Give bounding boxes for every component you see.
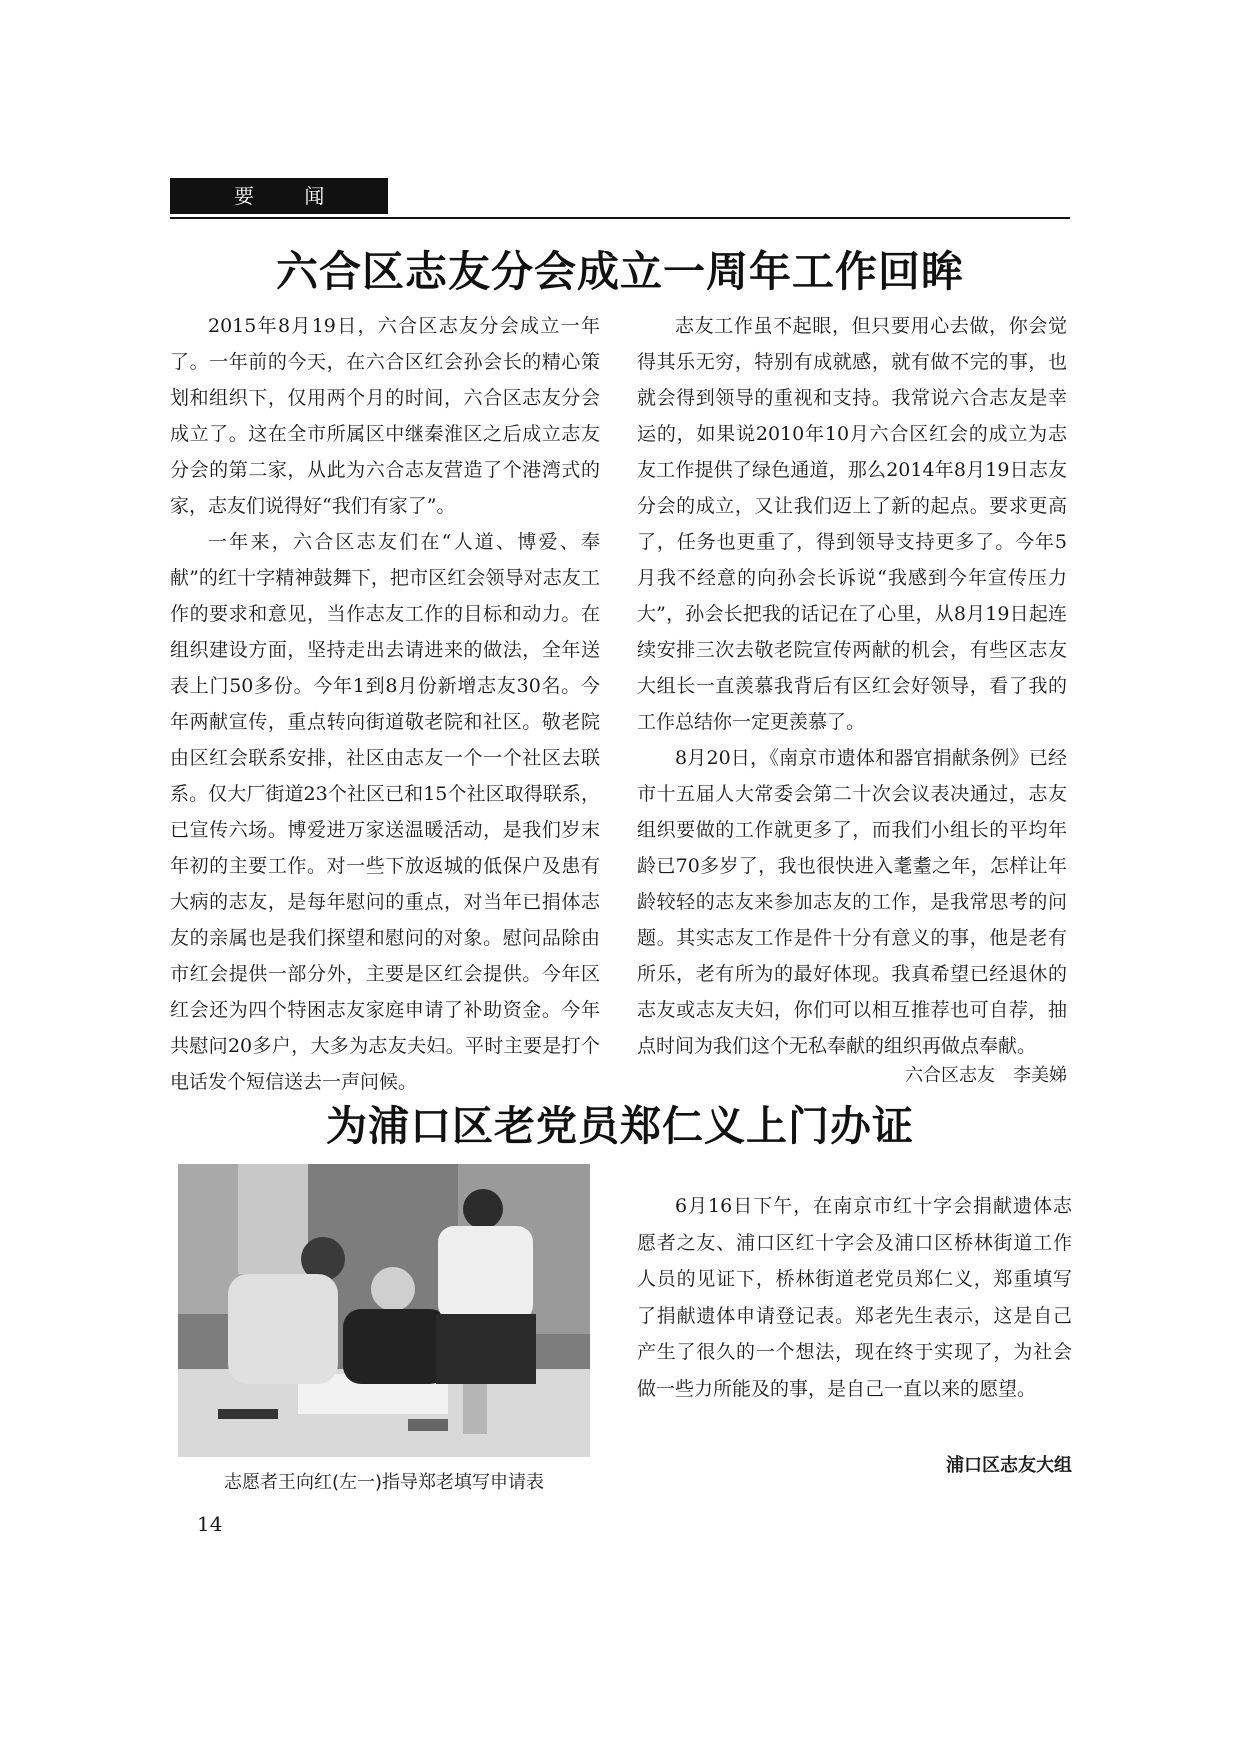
photo-caption: 志愿者王向红(左一)指导郑老填写申请表 xyxy=(223,1472,545,1493)
photo-illustration xyxy=(178,1164,590,1457)
article1-signature: 六合区志友 李美娣 xyxy=(905,1065,1067,1086)
article2-paragraph: 6月16日下午，在南京市红十字会捐献遗体志愿者之友、浦口区红十字会及浦口区桥林街道工作人员的见证下，桥林街道老党员郑仁义，郑重填写了捐献遗体申请登记表。郑老先生表示，这是自己产生了很久的一个想法，现在终于实现了，为社会做一些力所能及的事，是自己一直以来的愿望。 xyxy=(637,1195,1072,1400)
volunteer-photo xyxy=(178,1164,590,1457)
article1-paragraph: 2015年8月19日，六合区志友分会成立一年了。一年前的今天，在六合区红会孙会长的精心策划和组织下，仅用两个月的时间，六合区志友分会成立了。这在全市所属区中继秦淮区之后成立志友分会的第二家，从此为六合志友营造了个港湾式的家，志友们说得好“我们有家了”。 xyxy=(170,315,600,517)
article2-signature: 浦口区志友大组 xyxy=(946,1455,1072,1476)
section-label: 要 闻 xyxy=(170,178,388,214)
article1-column-2 xyxy=(637,308,1067,1064)
article1-paragraph: 志友工作虽不起眼，但只要用心去做，你会觉得其乐无穷，特别有成就感，就有做不完的事，也就会得到领导的重视和支持。我常说六合志友是幸运的，如果说2010年10月六合区红会的成立为志友工作提供了绿色通道，那么2014年8月19日志友分会的成立，又让我们迈上了新的起点。要求更高了，任务也更重了，得到领导支持更多了。今年5月我不经意的向孙会长诉说“我感到今年宣传压力大”，孙会长把我的话记在了心里，从8月19日起连续安排三次去敬老院宣传两献的机会，有些区志友大组长一直羡慕我背后有区红会好领导，看了我的工作总结你一定更羡慕了。 xyxy=(637,315,1067,733)
article1-paragraph: 一年来，六合区志友们在“人道、博爱、奉献”的红十字精神鼓舞下，把市区红会领导对志友工作的要求和意见，当作志友工作的目标和动力。在组织建设方面，坚持走出去请进来的做法，全年送表上门50多份。今年1到8月份新增志友30名。今年两献宣传，重点转向街道敬老院和社区。敬老院由区红会联系安排，社区由志友一个一个社区去联系。仅大厂街道23个社区已和15个社区取得联系，已宣传六场。博爱进万家送温暖活动，是我们岁末年初的主要工作。对一些下放返城的低保户及患有大病的志友，是每年慰问的重点，对当年已捐体志友的亲属也是我们探望和慰问的对象。慰问品除由市红会提供一部分外，主要是区红会提供。今年区红会还为四个特困志友家庭申请了补助资金。今年共慰问20多户，大多为志友夫妇。平时主要是打个电话发个短信送去一声问候。 xyxy=(170,531,600,1093)
article1-paragraph: 8月20日，《南京市遗体和器官捐献条例》已经市十五届人大常委会第二十次会议表决通过，志友组织要做的工作就更多了，而我们小组长的平均年龄已70多岁了，我也很快进入耄耋之年，怎样让年龄较轻的志友来参加志友的工作，是我常思考的问题。其实志友工作是件十分有意义的事，他是老有所乐，老有所为的最好体现。我真希望已经退休的志友或志友夫妇，你们可以相互推荐也可自荐，抽点时间为我们这个无私奉献的组织再做点奉献。 xyxy=(637,747,1067,1057)
section-rule xyxy=(170,217,1070,219)
article1-title: 六合区志友分会成立一周年工作回眸 xyxy=(275,247,964,296)
article2-title: 为浦口区老党员郑仁义上门办证 xyxy=(326,1102,914,1150)
page-number: 14 xyxy=(197,1512,223,1536)
article2-body xyxy=(637,1188,1072,1407)
article1-column-1 xyxy=(170,308,600,1100)
